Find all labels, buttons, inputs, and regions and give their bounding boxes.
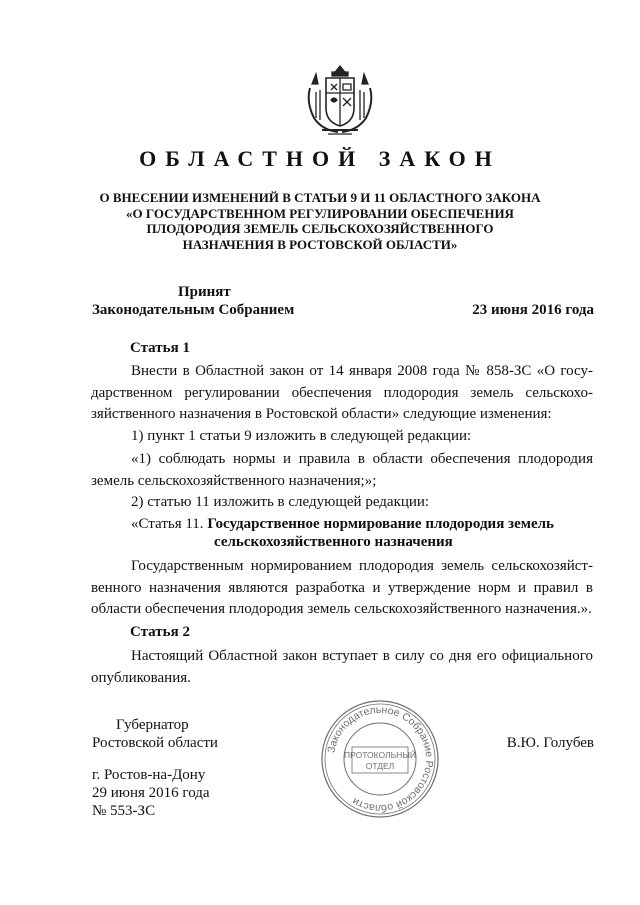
seal-center-line2: ОТДЕЛ (365, 761, 395, 771)
text-line: Внести в Областной закон от 14 января 2008 года № 858-ЗС «О госу- (131, 363, 593, 379)
article11-title-line2: сельскохозяйственного назначения (214, 534, 453, 550)
text-line: Государственным нормированием плодородия земель сельскохозяйст- (131, 558, 593, 574)
adopted-by: Законодательным Собранием (92, 302, 295, 318)
adopted-date: 23 июня 2016 года (472, 302, 594, 318)
subtitle-line: «О ГОСУДАРСТВЕННОМ РЕГУЛИРОВАНИИ ОБЕСПЕЧЕНИЯ (126, 205, 514, 221)
text-line: 1) пункт 1 статьи 9 изложить в следующей редакции: (131, 428, 472, 444)
document-title: ОБЛАСТНОЙ ЗАКОН (139, 146, 501, 171)
signatory-position-line1: Губернатор (116, 717, 189, 733)
article11-title-line1: Государственное нормирование плодородия земель (207, 516, 554, 532)
text-line: области обеспечения плодородия земель сельскохозяйственного назначения.». (91, 601, 592, 617)
article1-item1-text (91, 449, 593, 492)
article11-prefix: «Статья 11. (131, 516, 208, 532)
signatory-name: В.Ю. Голубев (506, 735, 594, 751)
article1-heading: Статья 1 (130, 340, 190, 356)
text-line: земель сельскохозяйственного назначения;»; (91, 472, 377, 489)
article1-item2 (91, 492, 593, 514)
document-number: № 553-ЗС (92, 803, 156, 819)
document-subtitle (60, 190, 580, 252)
document-date: 29 июня 2016 года (92, 785, 210, 801)
signatory-position-line2: Ростовской области (92, 735, 218, 751)
subtitle-line: НАЗНАЧЕНИЯ В РОСТОВСКОЙ ОБЛАСТИ» (182, 236, 458, 252)
subtitle-line: О ВНЕСЕНИИ ИЗМЕНЕНИЙ В СТАТЬИ 9 И 11 ОБЛАСТНОГО ЗАКОНА (99, 190, 541, 205)
article1-item1 (91, 426, 593, 448)
article1-intro (91, 361, 593, 426)
subtitle-line: ПЛОДОРОДИЯ ЗЕМЕЛЬ СЕЛЬСКОХОЗЯЙСТВЕННОГО (146, 221, 494, 236)
text-line: опубликования. (91, 669, 191, 686)
text-line: Настоящий Областной закон вступает в силу со дня его официального (131, 648, 593, 664)
article2-heading: Статья 2 (130, 624, 190, 640)
seal-ring-text: Законодательное Собрание Ростовской области (325, 703, 436, 815)
seal-center-line1: ПРОТОКОЛЬНЫЙ (344, 750, 416, 760)
coat-of-arms-icon (302, 62, 378, 138)
adopted-label: Принят (178, 284, 231, 300)
text-line: 2) статью 11 изложить в следующей редакции: (131, 494, 430, 510)
text-line: дарственном регулировании обеспечения плодородия земель сельскохо- (91, 384, 593, 401)
seal-stamp-icon (318, 697, 442, 821)
article11-text (91, 556, 593, 621)
article11-title (131, 516, 554, 533)
text-line: зяйственного назначения в Ростовской области» следующие изменения: (91, 406, 552, 422)
text-line: «1) соблюдать нормы и правила в области обеспечения плодородия (131, 451, 593, 467)
article2-text (91, 646, 593, 689)
place: г. Ростов-на-Дону (92, 767, 206, 783)
text-line: венного назначения являются разработка и утверждение норм и правил в (91, 579, 593, 596)
